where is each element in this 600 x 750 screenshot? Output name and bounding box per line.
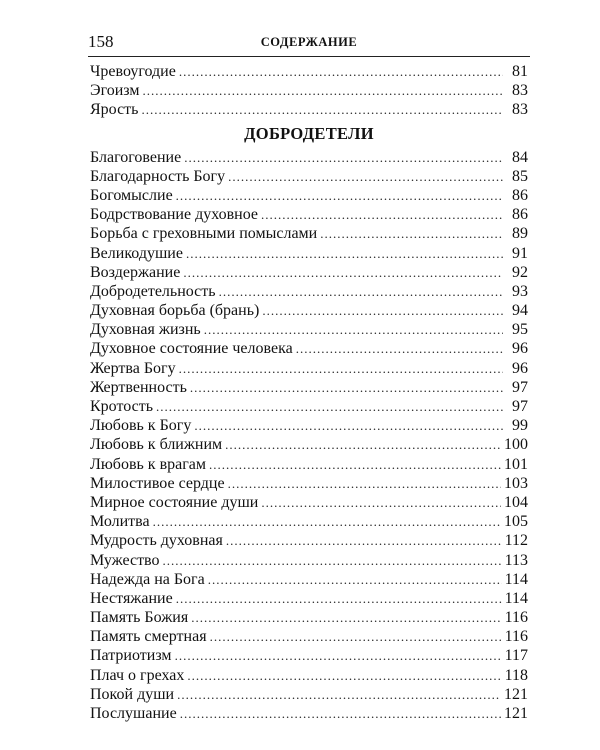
dot-leader: [156, 397, 503, 416]
toc-entry-title: Память смертная: [90, 628, 207, 646]
toc-entry-page: 91: [512, 244, 528, 262]
toc-entry: [90, 512, 528, 531]
toc-entry-page: 105: [504, 513, 528, 531]
toc-entry: [90, 186, 528, 205]
toc-entry-title: Духовная жизнь: [90, 321, 201, 339]
dot-leader: [261, 205, 503, 224]
toc-entry-page: 121: [504, 705, 528, 722]
toc-entry-title: Богомыслие: [90, 186, 173, 204]
toc-entry: [90, 627, 528, 646]
toc-entry-page: 112: [504, 532, 528, 550]
table-of-contents: [90, 62, 528, 723]
section-heading: ДОБРОДЕТЕЛИ: [244, 123, 374, 143]
dot-leader: [177, 685, 501, 704]
toc-entry-page: 84: [512, 148, 528, 166]
toc-entry: [90, 81, 528, 100]
toc-entry-page: 83: [512, 82, 528, 100]
toc-entry-page: 89: [512, 225, 528, 243]
toc-entry-title: Мужество: [90, 551, 160, 569]
dot-leader: [190, 378, 503, 397]
toc-entry-title: Воздержание: [90, 263, 181, 281]
toc-entry-title: Любовь к врагам: [90, 455, 207, 473]
dot-leader: [163, 551, 502, 570]
toc-entry-page: 117: [504, 647, 528, 665]
dot-leader: [219, 282, 503, 301]
toc-entry-title: Жертвенность: [90, 378, 187, 396]
dot-leader: [187, 666, 501, 685]
toc-entry-page: 104: [504, 493, 528, 511]
toc-entry-title: Покой души: [90, 685, 175, 703]
page-header: [88, 32, 530, 57]
dot-leader: [320, 224, 503, 243]
dot-leader: [296, 339, 503, 358]
toc-entry: [90, 397, 528, 416]
toc-entry-page: 86: [512, 186, 528, 204]
toc-entry: [90, 455, 528, 474]
toc-entry-title: Любовь к Богу: [90, 417, 192, 435]
toc-entry-page: 113: [504, 551, 528, 569]
dot-leader: [225, 435, 501, 454]
toc-entry-title: Любовь к ближним: [90, 436, 223, 454]
toc-entry: [90, 685, 528, 704]
dot-leader: [204, 320, 503, 339]
dot-leader: [141, 100, 503, 119]
toc-entry-title: Мирное состояние души: [90, 493, 259, 511]
toc-entry-page: 116: [504, 628, 528, 646]
toc-entry-page: 103: [504, 474, 528, 492]
dot-leader: [183, 263, 503, 282]
dot-leader: [261, 493, 501, 512]
toc-entry-title: Благодарность Богу: [90, 167, 226, 185]
toc-entry-title: Бодрствование духовное: [90, 206, 259, 224]
toc-entry: [90, 205, 528, 224]
toc-entry-page: 97: [512, 378, 528, 396]
toc-entry-title: Послушание: [90, 705, 177, 722]
toc-entries-before: [90, 62, 528, 120]
toc-entry-title: Милостивое сердце: [90, 474, 225, 492]
toc-entry-page: 114: [504, 570, 528, 588]
toc-entry-title: Добродетельность: [90, 282, 216, 300]
toc-entry-page: 121: [504, 685, 528, 703]
toc-entry: [90, 167, 528, 186]
toc-entry-page: 114: [504, 589, 528, 607]
toc-entry-title: Жертва Богу: [90, 359, 176, 377]
toc-entry: [90, 378, 528, 397]
toc-entry-title: Надежда на Бога: [90, 570, 205, 588]
toc-entry-page: 96: [512, 340, 528, 358]
toc-entry-title: Нестяжание: [90, 589, 173, 607]
toc-entry-title: Ярость: [90, 101, 139, 119]
dot-leader: [180, 704, 501, 723]
toc-entry-title: Молитва: [90, 513, 150, 531]
toc-entry-page: 83: [512, 101, 528, 119]
toc-entry: [90, 320, 528, 339]
toc-entry-title: Борьба с греховными помыслами: [90, 225, 318, 243]
toc-entry-page: 118: [504, 666, 528, 684]
toc-entry-title: Великодушие: [90, 244, 183, 262]
toc-entry-title: Память Божия: [90, 609, 189, 627]
toc-entry-page: 99: [512, 417, 528, 435]
dot-leader: [194, 416, 503, 435]
toc-entry: [90, 608, 528, 627]
toc-entry: [90, 435, 528, 454]
toc-entry-title: Духовное состояние человека: [90, 340, 293, 358]
toc-entry-page: 93: [512, 282, 528, 300]
toc-entry: [90, 589, 528, 608]
toc-entry: [90, 666, 528, 685]
toc-entries-virtues: [90, 148, 528, 724]
dot-leader: [208, 570, 502, 589]
toc-entry-page: 95: [512, 321, 528, 339]
toc-entry-page: 101: [504, 455, 528, 473]
dot-leader: [143, 81, 503, 100]
dot-leader: [226, 531, 502, 550]
dot-leader: [228, 167, 503, 186]
toc-entry-title: Мудрость духовная: [90, 532, 223, 550]
toc-entry: [90, 646, 528, 665]
toc-entry: [90, 62, 528, 81]
toc-entry-title: Кротость: [90, 398, 154, 415]
dot-leader: [179, 359, 503, 378]
toc-entry-title: Благоговение: [90, 148, 182, 166]
toc-entry: [90, 339, 528, 358]
toc-entry: [90, 551, 528, 570]
dot-leader: [262, 301, 503, 320]
toc-entry: [90, 100, 528, 119]
dot-leader: [175, 646, 502, 665]
toc-entry-title: Эгоизм: [90, 82, 140, 100]
toc-entry-page: 81: [512, 63, 528, 80]
toc-entry-page: 94: [512, 302, 528, 320]
dot-leader: [209, 455, 501, 474]
dot-leader: [176, 589, 502, 608]
toc-entry: [90, 148, 528, 167]
toc-entry-page: 96: [512, 359, 528, 377]
toc-entry: [90, 570, 528, 589]
toc-entry: [90, 263, 528, 282]
running-head: СОДЕРЖАНИЕ: [260, 35, 358, 49]
dot-leader: [228, 474, 501, 493]
dot-leader: [210, 627, 502, 646]
toc-entry: [90, 493, 528, 512]
toc-entry: [90, 282, 528, 301]
toc-entry: [90, 416, 528, 435]
toc-entry: [90, 704, 528, 723]
toc-entry-page: 86: [512, 206, 528, 224]
toc-entry: [90, 224, 528, 243]
toc-entry-title: Плач о грехах: [90, 666, 185, 684]
dot-leader: [184, 148, 503, 167]
toc-entry-page: 92: [512, 263, 528, 281]
toc-entry: [90, 244, 528, 263]
dot-leader: [153, 512, 501, 531]
toc-entry-title: Патриотизм: [90, 647, 172, 665]
toc-entry: [90, 301, 528, 320]
toc-entry-page: 85: [512, 167, 528, 185]
dot-leader: [179, 62, 503, 81]
page-number: 158: [88, 32, 114, 51]
dot-leader: [186, 244, 503, 263]
toc-entry: [90, 359, 528, 378]
toc-entry: [90, 474, 528, 493]
toc-entry-page: 116: [504, 609, 528, 627]
toc-entry-title: Чревоугодие: [90, 63, 176, 80]
toc-entry-page: 100: [504, 436, 528, 454]
toc-entry: [90, 531, 528, 550]
dot-leader: [191, 608, 501, 627]
toc-entry-title: Духовная борьба (брань): [90, 302, 260, 320]
dot-leader: [176, 186, 503, 205]
toc-entry-page: 97: [512, 398, 528, 415]
